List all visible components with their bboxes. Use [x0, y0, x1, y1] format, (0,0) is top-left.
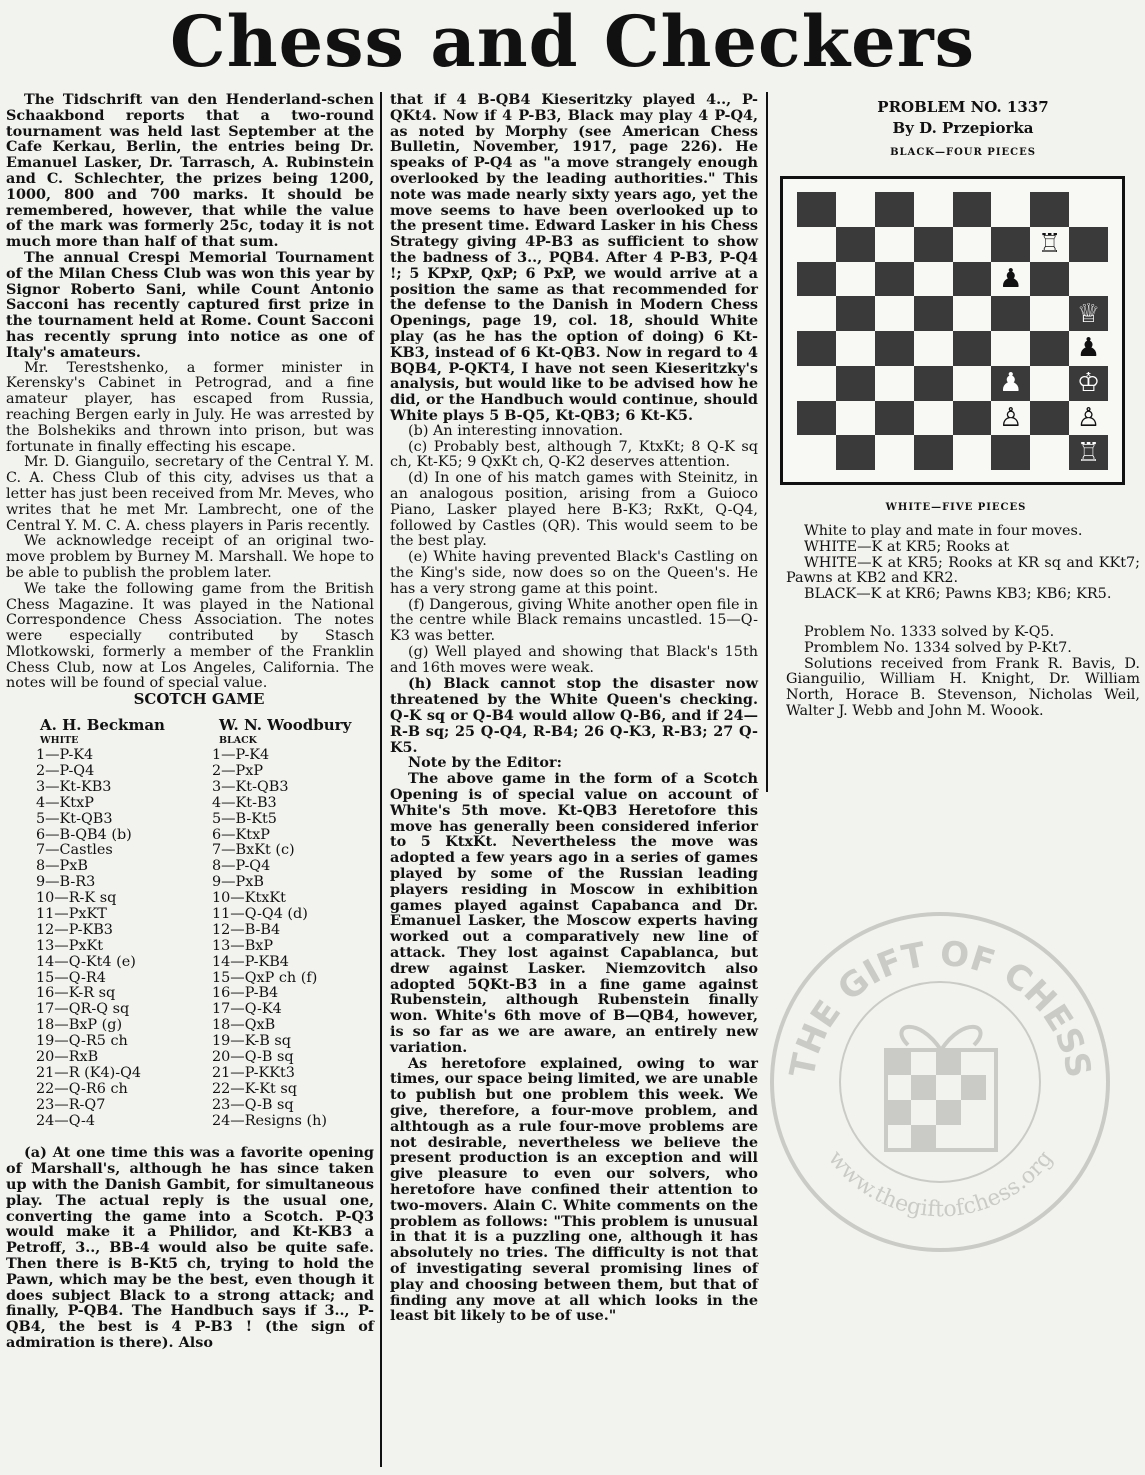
board-square	[914, 366, 953, 401]
black-move: 15—QxP ch (f)	[212, 969, 318, 986]
white-move: 20—RxB	[36, 1049, 99, 1065]
white-move: 13—PxKt	[36, 937, 104, 954]
move-row	[6, 1050, 374, 1066]
black-move: 13—BxP	[212, 937, 274, 954]
board-square	[914, 192, 953, 227]
white-pawn-icon: ♙	[999, 402, 1023, 433]
board-square	[1030, 331, 1069, 366]
black-move: 16—P-B4	[212, 985, 279, 1002]
board-square	[797, 192, 836, 227]
black-move: 22—K-Kt sq	[212, 1080, 297, 1097]
board-square	[836, 435, 875, 470]
solution-1334: Promblem No. 1334 solved by P-Kt7.	[804, 639, 1072, 656]
column-2	[390, 92, 758, 1324]
black-move: 3—Kt-QB3	[212, 778, 289, 795]
board-square	[797, 331, 836, 366]
board-square	[1030, 296, 1069, 331]
black-move: 8—P-Q4	[212, 858, 271, 875]
black-label: BLACK	[219, 735, 257, 747]
paragraph-tidschrift: The Tidschrift van den Henderland-schen Schaakbond reports that a two-round tournament was held last September at the Cafe Kerkau, Berlin, the entries being Dr. Emanuel Lasker, Dr. Tarrasch, A. Rubinstein and C. Schlechter, the prizes being 1200, 1000, 800 and 700 marks. It should be remembered, however, that while the value of the mark was formerly 25c, today it is not much more than half of that sum.	[6, 91, 374, 251]
white-move: 10—R-K sq	[36, 890, 117, 907]
black-move: 21—P-KKt3	[212, 1064, 295, 1081]
note-a: (a) At one time this was a favorite opening of Marshall's, although he has since taken up with the Danish Gambit, for simultaneous play. The actual reply is the usual one, converting the game into a Scotch. P-Q3 would make it a Philidor, and Kt-KB3 a Petroff, 3.., BB-4 would also be quite safe. Then there is B-Kt5 ch, trying to hold the Pawn, which may be the best, even though it does subject Black to a strong attack; and finally, P-QB4. The Handbuch says if 3.., P-QB4, the best is 4 P-B3 ! (the sign of admiration is there). Also	[6, 1144, 374, 1352]
board-square	[836, 262, 875, 297]
move-row	[6, 1098, 374, 1114]
black-move: 4—Kt-B3	[212, 794, 277, 811]
board-square	[875, 192, 914, 227]
board-square	[991, 331, 1030, 366]
board-square	[953, 366, 992, 401]
players-header	[6, 718, 374, 748]
problem-black: BLACK—K at KR6; Pawns KB3; KB6; KR5.	[804, 586, 1112, 603]
black-move: 10—KtxKt	[212, 890, 286, 907]
board-square	[875, 366, 914, 401]
move-row	[6, 971, 374, 987]
board-square	[836, 366, 875, 401]
white-move: 18—BxP (g)	[36, 1017, 123, 1034]
move-row	[6, 1018, 374, 1034]
paragraph-gianguilo: Mr. D. Gianguilo, secretary of the Central Y. M. C. A. Chess Club of this city, advises us that a letter has just been received from Mr. Meves, who writes that he met Mr. Lambrecht, one of the Central Y. M. C. A. chess players in Paris recently.	[6, 454, 374, 534]
black-move: 17—Q-K4	[212, 1001, 282, 1018]
black-move: 18—QxB	[212, 1017, 276, 1034]
white-move: 12—P-KB3	[36, 921, 113, 938]
white-move: 3—Kt-KB3	[36, 778, 112, 795]
move-row	[6, 907, 374, 923]
column-rule-1	[380, 92, 382, 1467]
black-move: 1—P-K4	[212, 747, 270, 764]
black-move: 5—B-Kt5	[212, 810, 277, 827]
black-move: 14—P-KB4	[212, 953, 289, 970]
watermark-bottom-text: www.thegiftofchess.org	[822, 1146, 1059, 1223]
board-square	[914, 331, 953, 366]
move-row	[6, 843, 374, 859]
board-square	[1069, 435, 1108, 470]
note-b: (b) An interesting innovation.	[408, 422, 624, 439]
board-square	[875, 227, 914, 262]
board-square	[1069, 227, 1108, 262]
note-f: (f) Dangerous, giving White another open file in the centre while Black remains uncastled. 15—Q-K3 was better.	[390, 596, 758, 645]
board-square	[875, 296, 914, 331]
board-square	[953, 331, 992, 366]
board-square	[797, 435, 836, 470]
paragraph-kieseritzky: that if 4 B-QB4 Kieseritzky played 4.., P-QKt4. Now if 4 P-B3, Black may play 4 P-Q4, as noted by Morphy (see American Chess Bulletin, November, 1917, page 226). He speaks of P-Q4 as "a move strangely enough overlooked by the leading authorities." This note was made nearly sixty years ago, yet the move seems to have been overlooked up to the present time. Edward Lasker in his Chess Strategy giving 4P-B3 as sufficient to show the badness of 3.., PQB4. After 4 P-B3, P-Q4 !; 5 KPxP, QxP; 6 PxP, we would arrive at a position the same as that recommended for the defense to the Danish in Modern Chess Openings, page 19, col. 18, should White play (as he has the option of doing) 6 Kt-KB3, instead of 6 Kt-QB3. Now in regard to 4 BQB4, P-QKT4, I have not seen Kieseritzky's analysis, but would like to be advised how he did, or the Handbuch would continue, should White plays 5 B-Q5, Kt-QB3; 6 Kt-K5.	[390, 91, 758, 424]
board-square	[991, 262, 1030, 297]
white-move: 5—Kt-QB3	[36, 810, 113, 827]
move-row	[6, 748, 374, 764]
problem-author: By D. Przepiorka	[892, 118, 1034, 137]
black-pawn-icon: ♟	[999, 263, 1023, 294]
board-square	[953, 435, 992, 470]
black-move: 2—PxP	[212, 762, 264, 779]
board-square	[991, 435, 1030, 470]
board-square	[797, 366, 836, 401]
board-square	[1069, 366, 1108, 401]
problem-stipulation: White to play and mate in four moves.	[804, 523, 1083, 539]
board-square	[991, 366, 1030, 401]
board-square	[797, 227, 836, 262]
chess-board	[797, 192, 1108, 470]
black-move: 12—B-B4	[212, 921, 281, 938]
problem-text	[786, 524, 1140, 720]
board-square	[797, 401, 836, 436]
move-row	[6, 859, 374, 875]
white-move: 7—Castles	[36, 842, 113, 859]
board-square	[875, 262, 914, 297]
white-move: 16—K-R sq	[36, 985, 116, 1002]
move-row	[6, 1002, 374, 1018]
svg-text:THE GIFT OF CHESS	[782, 934, 1098, 1081]
white-move: 15—Q-R4	[36, 969, 106, 986]
game-title: SCOTCH GAME	[133, 690, 265, 709]
watermark-stamp	[768, 910, 1113, 1255]
paragraph-crespi: The annual Crespi Memorial Tournament of the Milan Chess Club was won this year by Signor Roberto Sani, while Count Antonio Sacconi has recently captured first prize in the tournament held at Rome. Count Sacconi has recently sprung into notice as one of Italy's amateurs.	[6, 248, 374, 361]
board-square	[875, 435, 914, 470]
board-square	[1069, 192, 1108, 227]
watermark-top-text: THE GIFT OF CHESS	[782, 933, 1099, 1082]
problem-white-partial: WHITE—K at KR5; Rooks at	[804, 538, 1010, 555]
board-square	[875, 401, 914, 436]
board-square	[953, 192, 992, 227]
page-title: Chess and Checkers	[170, 0, 975, 83]
white-move: 1—P-K4	[36, 747, 94, 764]
board-square	[914, 435, 953, 470]
move-row	[6, 1034, 374, 1050]
black-move: 11—Q-Q4 (d)	[212, 905, 308, 922]
move-row	[6, 923, 374, 939]
board-square	[1030, 435, 1069, 470]
board-square	[953, 227, 992, 262]
move-row	[6, 875, 374, 891]
board-square	[836, 331, 875, 366]
black-pieces-label: BLACK—FOUR PIECES	[890, 146, 1036, 158]
solution-1333: Problem No. 1333 solved by K-Q5.	[804, 623, 1055, 640]
move-row	[6, 1114, 374, 1130]
column-rule-2	[766, 92, 768, 792]
move-row	[6, 986, 374, 1002]
board-square	[797, 296, 836, 331]
black-move: 6—KtxP	[212, 826, 270, 843]
white-pieces-label: WHITE—FIVE PIECES	[885, 502, 1027, 513]
board-square	[914, 401, 953, 436]
white-label: WHITE	[40, 735, 79, 747]
column-3	[786, 100, 1140, 160]
board-square	[875, 331, 914, 366]
board-square	[914, 227, 953, 262]
white-move: 23—R-Q7	[36, 1096, 106, 1113]
white-move: 4—KtxP	[36, 794, 94, 811]
move-row	[6, 796, 374, 812]
white-player: A. H. Beckman	[40, 716, 165, 735]
board-square	[1030, 366, 1069, 401]
white-move: 2—P-Q4	[36, 762, 95, 779]
svg-text:www.thegiftofchess.org	[823, 1146, 1058, 1222]
white-move: 21—R (K4)-Q4	[36, 1064, 142, 1081]
black-player: W. N. Woodbury	[219, 716, 352, 735]
black-move: 7—BxKt (c)	[212, 842, 295, 859]
white-rook-icon: ♖	[1076, 437, 1101, 468]
board-square	[1069, 262, 1108, 297]
white-move: 22—Q-R6 ch	[36, 1080, 128, 1097]
white-rook-icon: ♖	[1038, 229, 1062, 260]
board-square	[1069, 331, 1108, 366]
editor-note: The above game in the form of a Scotch Opening is of special value on account of White's 5th move. Kt-QB3 Heretofore this move has generally been considered inferior to 5 KtxKt. Nevertheless the move was adopted a few years ago in a series of games played by some of the Russian leading players residing in Moscow in exhibition games played against Capabanca and Dr. Emanuel Lasker, the Moscow experts having worked out a comparatively new line of attack. They lost against Capablanca, but drew against Lasker. Niemzovitch also adopted 5QKt-B3 in a fine game against Rubenstein, although Rubenstein finally won. White's 6th move of B—QB4, however, is so far as we are aware, an entirely new variation.	[390, 770, 758, 1056]
move-row	[6, 828, 374, 844]
problem-title: PROBLEM NO. 1337	[877, 98, 1049, 116]
black-pawn-icon: ♟	[1076, 333, 1101, 364]
move-row	[6, 780, 374, 796]
white-move: 14—Q-Kt4 (e)	[36, 953, 136, 970]
move-row	[6, 955, 374, 971]
black-move: 24—Resigns (h)	[212, 1112, 327, 1129]
board-square	[836, 192, 875, 227]
paragraph-problem-intro: As heretofore explained, owing to war times, our space being limited, we are unable to publish but one problem this week. We give, therefore, a four-move problem, and althtough as a rule four-move problems are not desirable, nevertheless we believe the present production is an exception and will give pleasure to even our solvers, who heretofore have confined their attention to two-movers. Alain C. White comments on the problem as follows: "This problem is unusual in that it is a puzzling one, although it has absolutely no tries. The difficulty is not that of investigating several promising lines of play and choosing between them, but that of finding any move at all which looks in the least bit likely to be of use."	[390, 1054, 758, 1325]
paragraph-british-chess: We take the following game from the British Chess Magazine. It was played in the National Correspondence Chess Association. The notes were especially contributed by Stasch Mlotkowski, formerly a member of the Franklin Chess Club, now at Los Angeles, California. The notes will be found of special value.	[6, 580, 374, 692]
white-move: 11—PxKT	[36, 905, 107, 922]
board-square	[953, 296, 992, 331]
white-king-icon: ♔	[1076, 368, 1101, 399]
note-e: (e) White having prevented Black's Castling on the King's side, now does so on the Queen's. He has a very strong game at this point.	[390, 549, 758, 597]
white-move: 24—Q-4	[36, 1112, 96, 1129]
board-square	[953, 401, 992, 436]
board-square	[1030, 262, 1069, 297]
board-square	[797, 262, 836, 297]
white-move: 6—B-QB4 (b)	[36, 826, 132, 843]
board-square	[1030, 401, 1069, 436]
board-square	[991, 401, 1030, 436]
gift-box-icon	[886, 1027, 996, 1150]
problem-white: WHITE—K at KR5; Rooks at KR sq and KKt7; Pawns at KB2 and KR2.	[786, 554, 1140, 587]
note-d: (d) In one of his match games with Steinitz, in an analogous position, arising from a Guioco Piano, Lasker played here B-K3; RxKt, Q-Q4, followed by Castles (QR). This would seem to be the best play.	[390, 470, 758, 550]
move-list	[6, 748, 374, 1129]
black-move: 20—Q-B sq	[212, 1049, 294, 1065]
white-pawn-icon: ♙	[1076, 402, 1101, 433]
paragraph-marshall: We acknowledge receipt of an original two-move problem by Burney M. Marshall. We hope to be able to publish the problem later.	[6, 533, 374, 581]
board-square	[991, 296, 1030, 331]
board-square	[1030, 192, 1069, 227]
board-square	[836, 296, 875, 331]
move-row	[6, 1082, 374, 1098]
board-square	[991, 192, 1030, 227]
white-move: 19—Q-R5 ch	[36, 1033, 128, 1050]
note-h: (h) Black cannot stop the disaster now threatened by the White Queen's checking. Q-K sq or Q-B4 would allow Q-B6, and if 24—R-B sq; 25 Q-Q4, R-B4; 26 Q-K3, R-B3; 27 Q-K5.	[390, 675, 758, 756]
black-pawn-icon: ♟	[999, 368, 1023, 399]
board-square	[953, 262, 992, 297]
board-square	[1030, 227, 1069, 262]
white-queen-icon: ♕	[1076, 298, 1101, 329]
board-square	[836, 227, 875, 262]
move-row	[6, 1066, 374, 1082]
black-move: 19—K-B sq	[212, 1033, 292, 1050]
move-row	[6, 939, 374, 955]
move-row	[6, 812, 374, 828]
board-square	[914, 296, 953, 331]
board-square	[1069, 401, 1108, 436]
chess-diagram	[780, 176, 1125, 485]
paragraph-terestshenko: Mr. Terestshenko, a former minister in Kerensky's Cabinet in Petrograd, and a fine amateur player, has escaped from Russia, reaching Bergen early in July. He was arrested by the Bolshekiks and thrown into prison, but was fortunate in finally effecting his escape.	[6, 359, 374, 455]
black-move: 23—Q-B sq	[212, 1096, 294, 1113]
problem-header	[786, 100, 1140, 160]
move-row	[6, 764, 374, 780]
board-square	[991, 227, 1030, 262]
board-square	[914, 262, 953, 297]
masthead	[0, 0, 1145, 86]
column-1	[6, 92, 374, 1351]
black-move: 9—PxB	[212, 874, 264, 891]
editor-note-heading: Note by the Editor:	[408, 754, 562, 772]
white-move: 8—PxB	[36, 858, 88, 875]
note-c: (c) Probably best, although 7, KtxKt; 8 Q-K sq ch, Kt-K5; 9 QxKt ch, Q-K2 deserves attention.	[390, 438, 758, 471]
board-square	[1069, 296, 1108, 331]
board-square	[836, 401, 875, 436]
white-move: 9—B-R3	[36, 874, 96, 891]
solvers-list: Solutions received from Frank R. Bavis, D. Gianguilio, William H. Knight, Dr. William North, Horace B. Stevenson, Nicholas Weil, Walter J. Webb and John M. Woook.	[786, 655, 1140, 719]
move-row	[6, 891, 374, 907]
white-move: 17—QR-Q sq	[36, 1001, 130, 1018]
note-g: (g) Well played and showing that Black's 15th and 16th moves were weak.	[390, 643, 758, 676]
